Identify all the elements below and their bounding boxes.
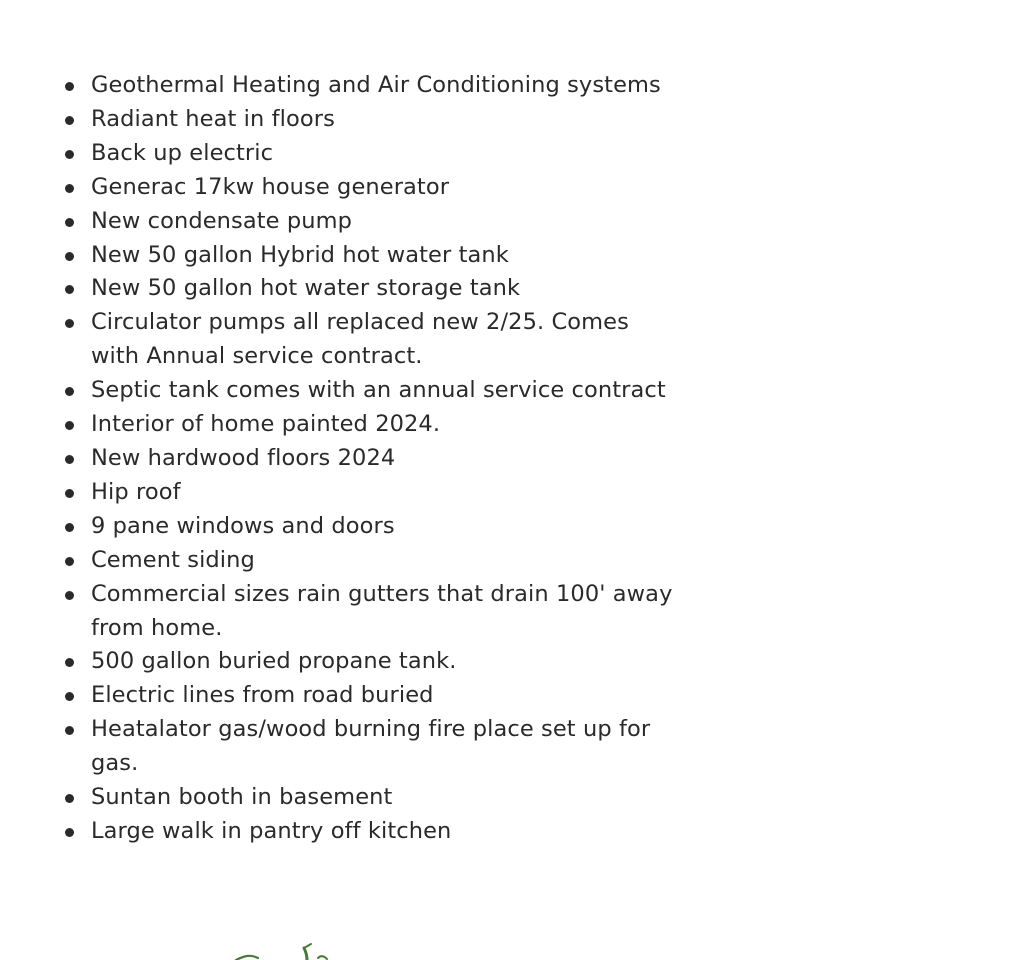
bullet-icon: [65, 591, 74, 600]
list-item: [0, 578, 760, 646]
bullet-icon: [65, 523, 74, 532]
list-item: [0, 713, 760, 781]
bullet-icon: [65, 726, 74, 735]
list-item-text: Electric lines from road buried: [91, 682, 434, 709]
list-item-text: with Annual service contract.: [91, 343, 423, 370]
list-item: [0, 374, 760, 408]
list-item-text: Back up electric: [91, 139, 274, 166]
list-item-text: Commercial sizes rain gutters that drain 100' away: [91, 580, 673, 607]
list-item-text: Septic tank comes with an annual service contract: [91, 377, 666, 404]
list-item: [0, 781, 760, 815]
bullet-icon: [65, 116, 74, 125]
bullet-icon: [65, 387, 74, 396]
list-item: [0, 272, 760, 306]
feature-list: [0, 69, 760, 849]
list-item-text: Radiant heat in floors: [91, 105, 335, 132]
bullet-icon: [65, 218, 74, 227]
list-item-text: 500 gallon buried propane tank.: [91, 648, 457, 675]
list-item: [0, 306, 760, 374]
bullet-icon: [65, 828, 74, 837]
list-item-text: Cement siding: [91, 546, 255, 573]
logo-fragment: [230, 938, 330, 960]
list-item: [0, 544, 760, 578]
list-item: [0, 103, 760, 137]
list-item: [0, 137, 760, 171]
list-item: [0, 510, 760, 544]
list-item: [0, 476, 760, 510]
list-item-text: Geothermal Heating and Air Conditioning systems: [91, 72, 661, 98]
bullet-icon: [65, 82, 74, 91]
bullet-icon: [65, 184, 74, 193]
bullet-icon: [65, 489, 74, 498]
list-item-text: from home.: [91, 614, 223, 641]
list-item-text: New hardwood floors 2024: [91, 444, 396, 471]
list-item-text: gas.: [91, 750, 139, 777]
bullet-icon: [65, 319, 74, 328]
list-item-text: Circulator pumps all replaced new 2/25. Comes: [91, 309, 629, 336]
list-item-text: Generac 17kw house generator: [91, 173, 450, 200]
bullet-icon: [65, 455, 74, 464]
list-item: [0, 171, 760, 205]
list-item: [0, 239, 760, 273]
bullet-icon: [65, 692, 74, 701]
bullet-icon: [65, 285, 74, 294]
list-item-text: Large walk in pantry off kitchen: [91, 817, 452, 844]
list-item-text: New condensate pump: [91, 207, 352, 234]
list-item-text: New 50 gallon Hybrid hot water tank: [91, 241, 509, 268]
bullet-icon: [65, 658, 74, 667]
bullet-icon: [65, 252, 74, 261]
list-item-text: New 50 gallon hot water storage tank: [91, 275, 521, 302]
list-item-text: Hip roof: [91, 478, 181, 505]
list-item-text: Suntan booth in basement: [91, 784, 393, 811]
bullet-icon: [65, 794, 74, 803]
bullet-icon: [65, 150, 74, 159]
list-item: [0, 645, 760, 679]
list-item-text: Interior of home painted 2024.: [91, 411, 441, 438]
bullet-icon: [65, 557, 74, 566]
list-item: [0, 679, 760, 713]
list-item: [0, 815, 760, 849]
bullet-icon: [65, 421, 74, 430]
list-item: [0, 205, 760, 239]
list-item: [0, 69, 760, 103]
list-item-text: Heatalator gas/wood burning fire place set up for: [91, 716, 651, 743]
list-item-text: 9 pane windows and doors: [91, 512, 395, 539]
list-item: [0, 408, 760, 442]
list-item: [0, 442, 760, 476]
